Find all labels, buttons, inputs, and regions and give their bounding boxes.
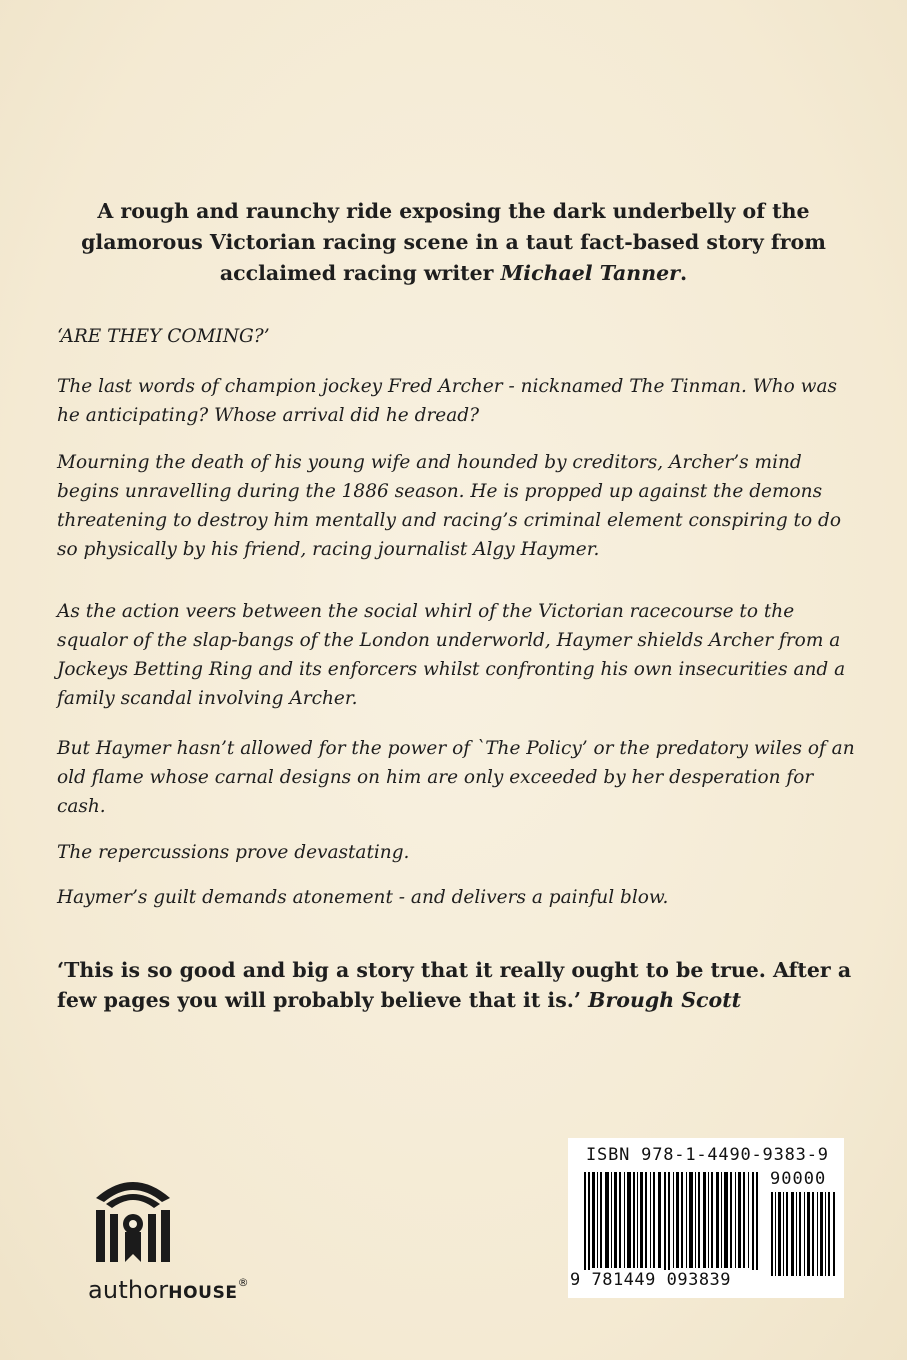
isbn-barcode <box>568 1138 844 1298</box>
authorhouse-logo-icon <box>92 1170 174 1266</box>
blurb <box>60 196 847 289</box>
paragraph-policy: But Haymer hasn’t allowed for the power of `The Policy’ or the predatory wiles of an old flame whose carnal designs on him are only exceeded by her desperation for cash. <box>57 738 855 817</box>
ean-barcode-bars <box>578 1172 768 1276</box>
publisher-logo <box>88 1170 249 1304</box>
blurb-text: A rough and raunchy ride exposing the dark underbelly of the glamorous Victorian racing scene in a taut fact-based story from acclaimed racing writer <box>81 199 826 285</box>
price-code-text: 90000 <box>770 1169 827 1189</box>
price-barcode-bars <box>770 1192 836 1276</box>
quote-attribution: Brough Scott <box>588 988 742 1012</box>
paragraph-last-words: The last words of champion jockey Fred Archer - nicknamed The Tinman. Who was he anticipating? Whose arrival did he dread? <box>57 376 838 426</box>
publisher-name: authorHOUSE® <box>88 1276 249 1304</box>
paragraph-action: As the action veers between the social whirl of the Victorian racecourse to the squalor of the slap-bangs of the London underworld, Haymer shields Archer from a Jockeys Betting Ring and its enforcers whilst confronting his own insecurities and a family scandal involving Archer. <box>57 601 846 709</box>
paragraph-mourning: Mourning the death of his young wife and hounded by creditors, Archer’s mind begins unravelling during the 1886 season. He is propped up against the demons threatening to destroy him mentally and racing’s criminal element conspiring to do so physically by his friend, racing journalist Algy Haymer. <box>57 452 841 560</box>
ean-digits-text: 9 781449 093839 <box>570 1270 762 1290</box>
paragraph-heading: ‘ARE THEY COMING?’ <box>57 326 270 347</box>
review-quote <box>57 955 857 1015</box>
blurb-author: Michael Tanner <box>500 261 680 285</box>
paragraph-guilt: Haymer’s guilt demands atonement - and delivers a painful blow. <box>57 887 669 908</box>
paragraph-repercussions: The repercussions prove devastating. <box>57 842 410 863</box>
blurb-end: . <box>679 261 688 285</box>
isbn-text: ISBN 978-1-4490-9383-9 <box>586 1145 829 1165</box>
quote-text: ‘This is so good and big a story that it really ought to be true. After a few pages you will probably believe that it is.’ <box>57 958 852 1012</box>
